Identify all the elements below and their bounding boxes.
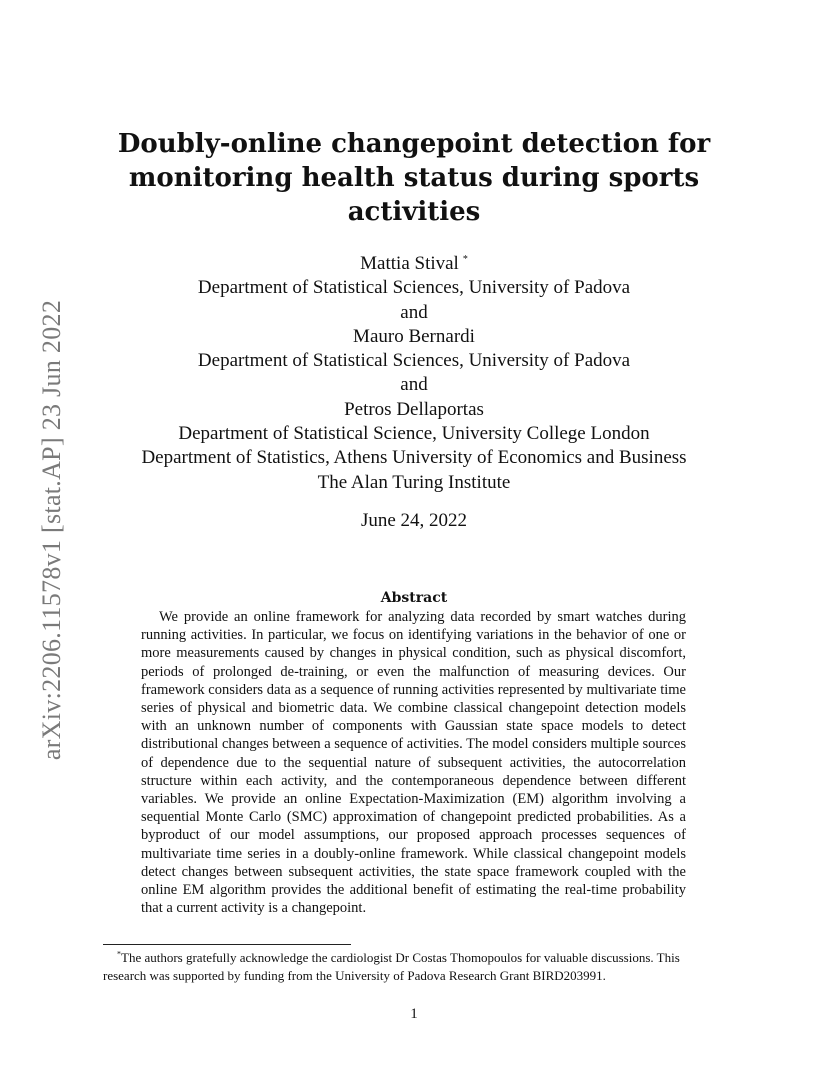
page-number: 1 <box>410 1006 418 1022</box>
author-2-name: Mauro Bernardi <box>353 325 475 347</box>
footnote-text: The authors gratefully acknowledge the cardiologist Dr Costas Thomopoulos for valuable discussions. This research was supported by funding from the University of Padova Research Grant BIRD203991. <box>103 950 680 983</box>
author-2-affiliation: Department of Statistical Sciences, University of Padova <box>197 350 631 372</box>
paper-title <box>0 127 828 229</box>
author-1-name: Mattia Stival <box>360 253 459 274</box>
author-3-affiliation-3: The Alan Turing Institute <box>317 471 511 493</box>
author-separator-1: and <box>400 301 428 323</box>
footnote-mark: * <box>117 949 121 959</box>
author-3-affiliation-1: Department of Statistical Science, University College London <box>178 423 650 445</box>
author-1-affiliation: Department of Statistical Sciences, University of Padova <box>197 277 631 299</box>
abstract-heading: Abstract <box>380 590 448 606</box>
publication-date: June 24, 2022 <box>360 510 468 531</box>
footnote-divider <box>103 944 351 945</box>
author-3-affiliation-2: Department of Statistics, Athens University of Economics and Business <box>141 447 687 469</box>
author-3-name: Petros Dellaportas <box>344 398 484 420</box>
title-line-3: activities <box>347 197 481 227</box>
author-1-footnote-mark: * <box>462 253 468 265</box>
footnote <box>103 949 725 985</box>
abstract-text: We provide an online framework for analyzing data recorded by smart watches during running activities. In particular, we focus on identifying variations in the behavior of one or more measurements caused by changes in physical condition, such as physical discomfort, periods of prolonged de-training, or even the malfunction of measuring devices. Our framework considers data as a sequence of running activities represented by multivariate time series of physical and biometric data. We combine classical changepoint detection models with an unknown number of components with Gaussian state space models to detect distributional changes between a sequence of activities. The model considers multiple sources of dependence due to the sequential nature of subsequent activities, the autocorrelation structure within each activity, and the contemporaneous dependence between different variables. We provide an online Expectation-Maximization (EM) algorithm involving a sequential Monte Carlo (SMC) approximation of changepoint predicted probabilities. As a byproduct of our model assumptions, our proposed approach processes sequences of multivariate time series in a doubly-online framework. While classical changepoint models detect changes between subsequent activities, the state space framework coupled with the online EM algorithm provides the additional benefit of estimating the real-time probability that a current activity is a changepoint. <box>141 609 686 917</box>
title-line-1: Doubly-online changepoint detection for <box>117 129 711 159</box>
title-line-2: monitoring health status during sports <box>128 163 700 193</box>
author-separator-2: and <box>400 374 428 396</box>
author-1 <box>0 252 828 276</box>
author-block <box>0 252 828 495</box>
arxiv-identifier-stamp: arXiv:2206.11578v1 [stat.AP] 23 Jun 2022 <box>37 299 66 761</box>
